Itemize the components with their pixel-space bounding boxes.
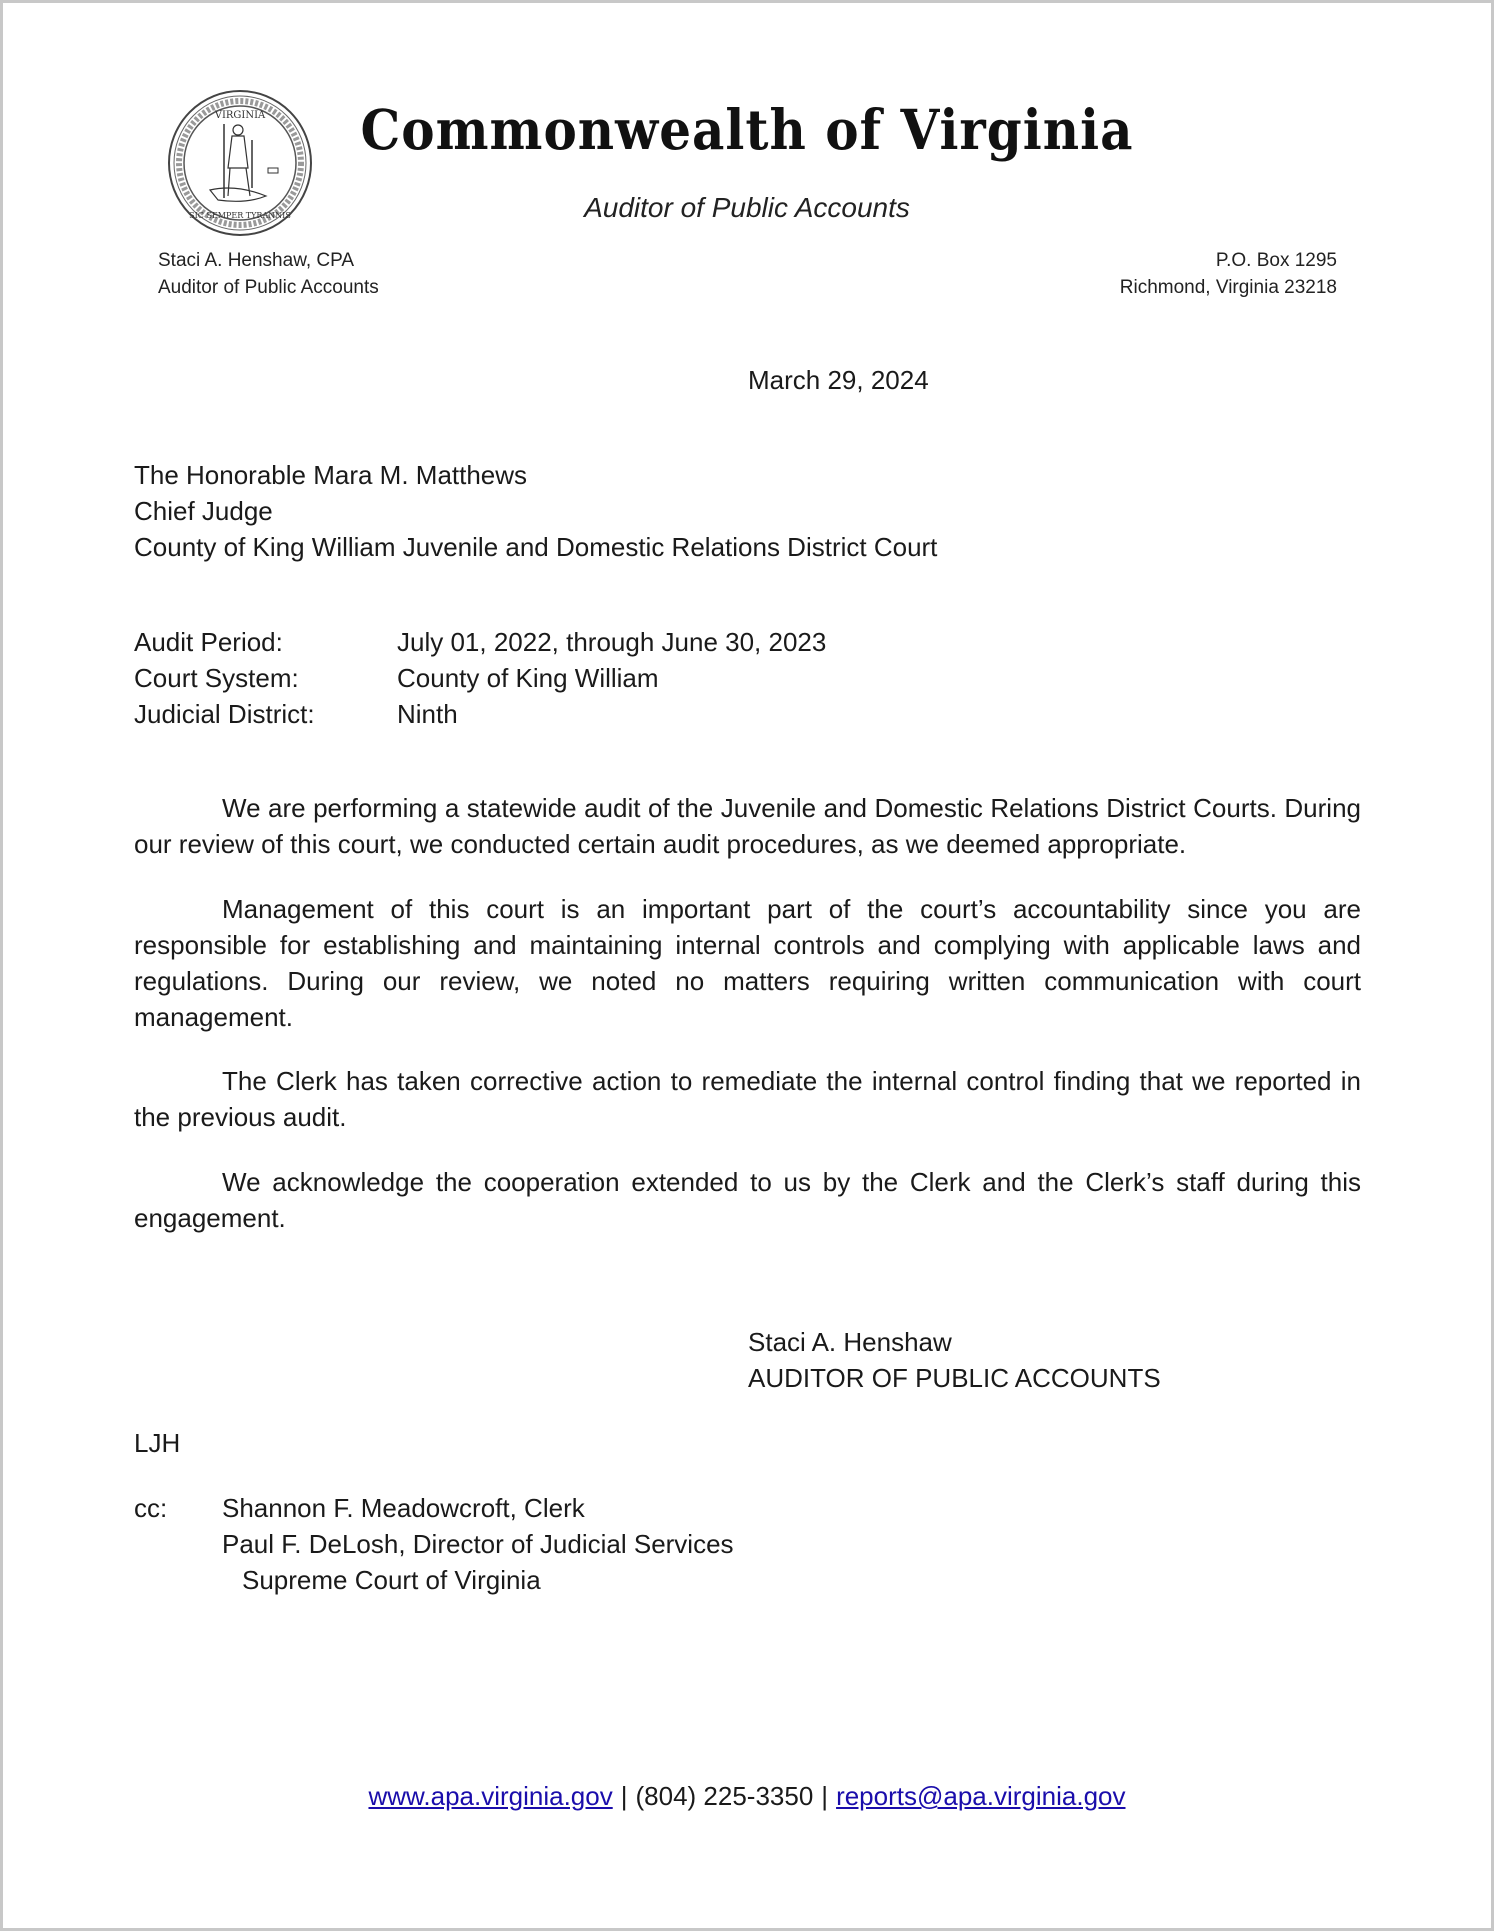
svg-text:VIRGINIA: VIRGINIA xyxy=(214,110,266,121)
cc-row-2 xyxy=(134,1526,734,1562)
letterhead-title: Commonwealth of Virginia xyxy=(360,97,1134,162)
body-paragraph-1: We are performing a statewide audit of the Juvenile and Domestic Relations District Courts. During our review of this court, we conducted certain audit procedures, as we deemed appropriate. xyxy=(134,793,1361,859)
court-system-value: County of King William xyxy=(397,663,659,693)
auditor-name: Staci A. Henshaw, CPA xyxy=(158,250,355,271)
cc-label: cc: xyxy=(134,1493,168,1523)
addressee-title: Chief Judge xyxy=(134,496,273,526)
audit-period-value: July 01, 2022, through June 30, 2023 xyxy=(397,627,827,657)
svg-text:SIC SEMPER TYRANNIS: SIC SEMPER TYRANNIS xyxy=(189,211,291,220)
judicial-district-value: Ninth xyxy=(397,699,458,729)
footer-separator: | xyxy=(620,1781,628,1811)
letterhead-address-block xyxy=(1120,247,1337,301)
judicial-district-row xyxy=(134,696,826,732)
signature-block xyxy=(748,1324,1161,1396)
body-paragraph-2: Management of this court is an important part of the court’s accountability since you are responsible for establishing and maintaining internal controls and complying with applicable laws and regulations. During our review, we noted no matters requiring written communication with court management. xyxy=(134,894,1361,1032)
website-link[interactable]: www.apa.virginia.gov xyxy=(368,1781,613,1811)
signature-name: Staci A. Henshaw xyxy=(748,1327,952,1357)
addressee-name: The Honorable Mara M. Matthews xyxy=(134,460,528,490)
phone-number: (804) 225-3350 xyxy=(635,1781,814,1811)
court-system-label: Court System: xyxy=(134,663,299,693)
addressee-court: County of King William Juvenile and Domestic Relations District Court xyxy=(134,532,938,562)
cc-spacer xyxy=(134,1562,222,1598)
signature-title: AUDITOR OF PUBLIC ACCOUNTS xyxy=(748,1363,1161,1393)
cc-row-1 xyxy=(134,1490,734,1526)
typist-initials: LJH xyxy=(134,1428,181,1458)
cc-recipient: Supreme Court of Virginia xyxy=(242,1565,541,1595)
cc-spacer xyxy=(134,1526,222,1562)
body-paragraph-4: We acknowledge the cooperation extended to us by the Clerk and the Clerk’s staff during this engagement. xyxy=(134,1167,1361,1233)
audit-period-label: Audit Period: xyxy=(134,627,283,657)
audit-period-row xyxy=(134,624,826,660)
judicial-district-label: Judicial District: xyxy=(134,699,315,729)
footer xyxy=(0,1778,1494,1814)
audit-info-block xyxy=(134,624,826,732)
letterhead-subtitle: Auditor of Public Accounts xyxy=(584,192,910,223)
body-paragraph-3: The Clerk has taken corrective action to remediate the internal control finding that we reported in the previous audit. xyxy=(134,1066,1361,1132)
letter-date: March 29, 2024 xyxy=(748,365,929,395)
addressee-block xyxy=(134,457,937,565)
po-box: P.O. Box 1295 xyxy=(1215,250,1337,271)
cc-recipient: Paul F. DeLosh, Director of Judicial Services xyxy=(222,1529,734,1559)
email-link[interactable]: reports@apa.virginia.gov xyxy=(836,1781,1126,1811)
cc-block xyxy=(134,1490,734,1598)
cc-recipient: Shannon F. Meadowcroft, Clerk xyxy=(222,1493,585,1523)
court-system-row xyxy=(134,660,826,696)
letterhead-auditor-block xyxy=(158,247,379,301)
cc-row-3 xyxy=(134,1562,734,1598)
auditor-title: Auditor of Public Accounts xyxy=(158,277,379,298)
footer-separator: | xyxy=(821,1781,829,1811)
city-state-zip: Richmond, Virginia 23218 xyxy=(1119,277,1337,298)
